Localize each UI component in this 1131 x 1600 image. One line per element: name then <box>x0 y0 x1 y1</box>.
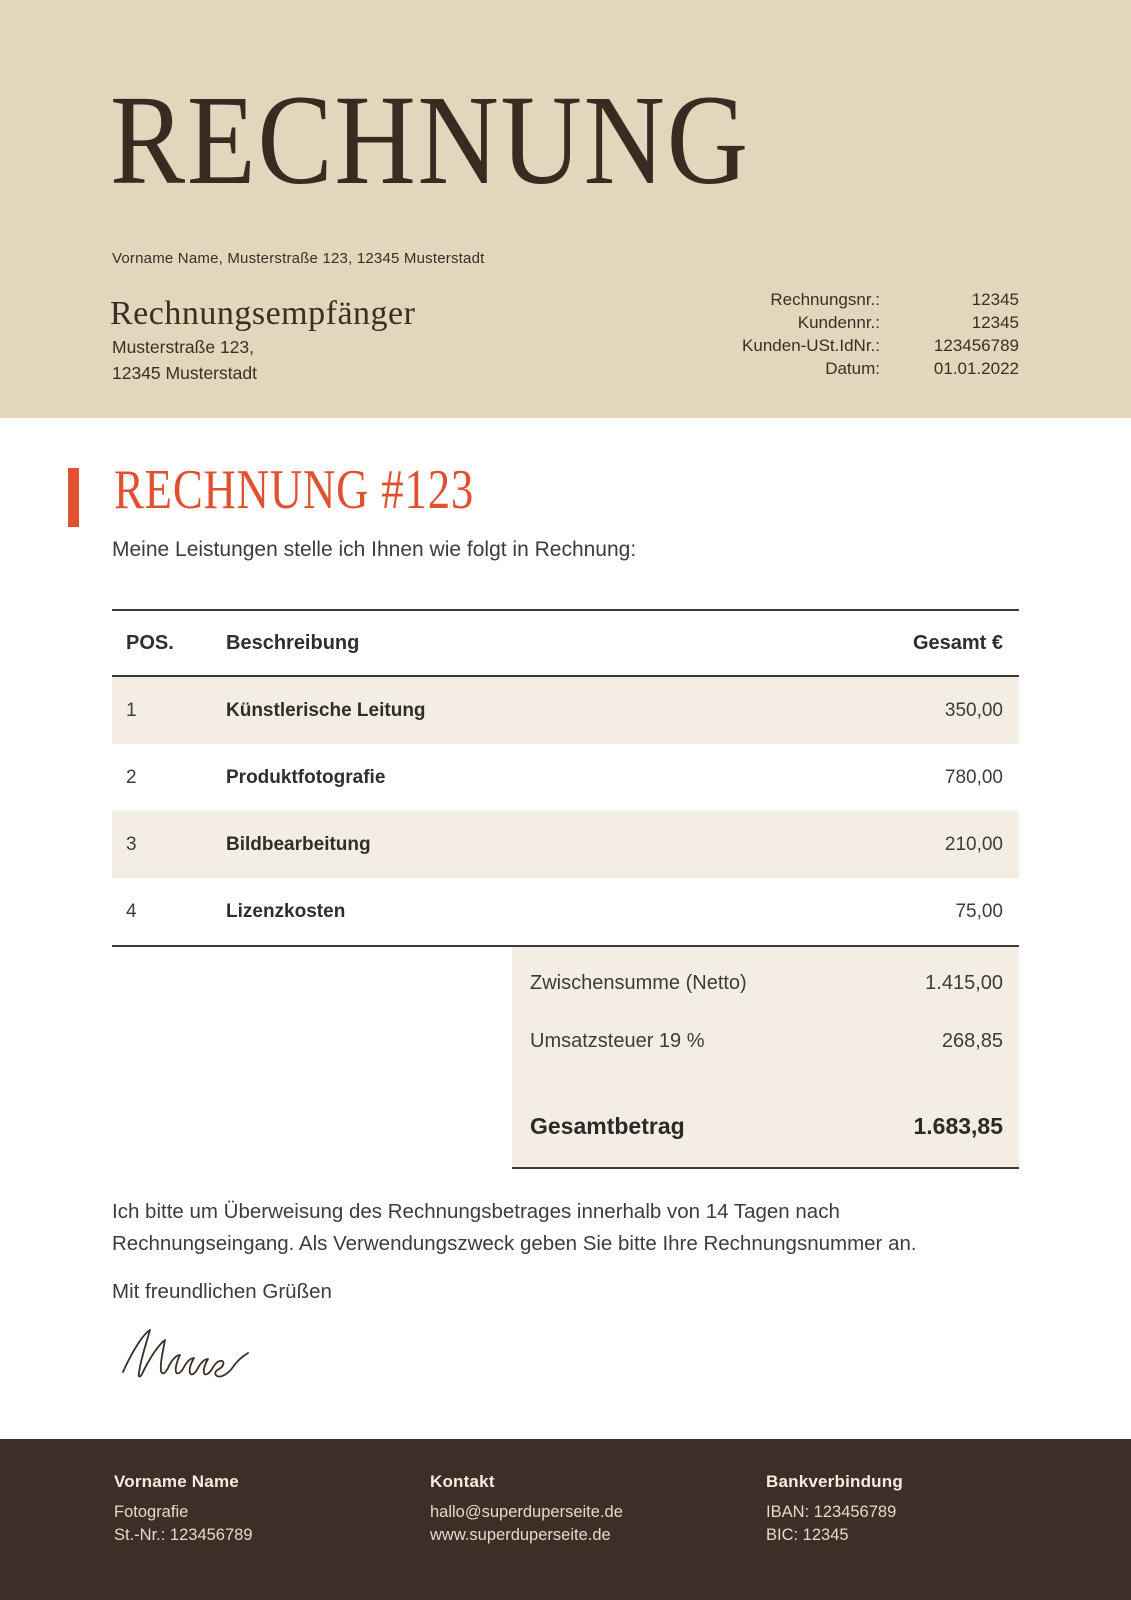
meta-row-vat-id <box>689 334 1019 357</box>
meta-value: 01.01.2022 <box>933 359 1019 378</box>
footer-email: hallo@superduperseite.de <box>430 1503 623 1521</box>
column-header-pos: POS. <box>126 631 174 654</box>
totals-summary <box>512 947 1019 1169</box>
footer-heading-contact: Kontakt <box>430 1472 495 1491</box>
table-row <box>112 744 1019 811</box>
meta-value: 12345 <box>971 290 1019 309</box>
item-total: 780,00 <box>944 766 1003 788</box>
meta-label: Datum: <box>825 359 880 378</box>
footer-bic: BIC: 12345 <box>766 1526 849 1544</box>
item-pos: 1 <box>126 699 137 721</box>
footer-website: www.superduperseite.de <box>430 1526 611 1544</box>
subtotal-value: 1.415,00 <box>925 972 1003 994</box>
item-total: 350,00 <box>944 699 1003 721</box>
footer <box>0 1439 1131 1600</box>
document-title: RECHNUNG <box>110 69 750 211</box>
meta-row-invoice-number <box>689 288 1019 311</box>
footer-column-bank <box>766 1472 903 1547</box>
footer-tax-number: St.-Nr.: 123456789 <box>114 1526 253 1544</box>
table-row <box>112 811 1019 878</box>
subtotal-label: Zwischensumme (Netto) <box>530 972 747 994</box>
recipient-address <box>112 334 257 386</box>
meta-value: 123456789 <box>933 336 1019 355</box>
footer-column-identity <box>114 1472 253 1547</box>
invoice-number-heading: RECHNUNG #123 <box>114 459 475 521</box>
column-header-total: Gesamt € <box>912 631 1003 654</box>
invoice-meta <box>689 288 1019 380</box>
item-total: 75,00 <box>955 900 1003 922</box>
item-pos: 4 <box>126 900 137 922</box>
footer-heading-bank: Bankverbindung <box>766 1472 903 1491</box>
accent-bar <box>68 468 79 527</box>
item-total: 210,00 <box>944 833 1003 855</box>
footer-profession: Fotografie <box>114 1503 189 1521</box>
intro-text: Meine Leistungen stelle ich Ihnen wie folgt in Rechnung: <box>112 538 637 561</box>
recipient-street: Musterstraße 123, <box>112 337 254 357</box>
meta-row-date <box>689 357 1019 380</box>
item-description: Lizenzkosten <box>226 900 346 922</box>
item-description: Bildbearbeitung <box>226 833 371 855</box>
meta-value: 12345 <box>971 313 1019 332</box>
footer-column-contact <box>430 1472 623 1547</box>
sender-address-line: Vorname Name, Musterstraße 123, 12345 Musterstadt <box>112 250 485 267</box>
recipient-city: 12345 Musterstadt <box>112 363 257 383</box>
subtotal-row <box>530 973 1003 993</box>
vat-row <box>530 1031 1003 1051</box>
column-header-description: Beschreibung <box>226 631 360 654</box>
recipient-heading: Rechnungsempfänger <box>110 295 416 332</box>
item-pos: 2 <box>126 766 137 788</box>
vat-label: Umsatzsteuer 19 % <box>530 1030 705 1052</box>
closing-text: Mit freundlichen Grüßen <box>112 1280 332 1303</box>
grand-total-value: 1.683,85 <box>913 1113 1003 1139</box>
item-description: Künstlerische Leitung <box>226 699 426 721</box>
signature-image <box>115 1318 270 1394</box>
footer-iban: IBAN: 123456789 <box>766 1503 897 1521</box>
payment-note: Ich bitte um Überweisung des Rechnungsbetrages innerhalb von 14 Tagen nach Rechnungseingang. Als Verwendungszweck geben Sie bitte Ihre Rechnungsnummer an. <box>112 1200 917 1255</box>
table-header-row <box>112 611 1019 675</box>
table-row <box>112 878 1019 945</box>
header-band <box>0 0 1131 418</box>
item-pos: 3 <box>126 833 137 855</box>
meta-row-customer-number <box>689 311 1019 334</box>
footer-heading-name: Vorname Name <box>114 1472 239 1491</box>
meta-label: Kundennr.: <box>797 313 880 332</box>
item-description: Produktfotografie <box>226 766 386 788</box>
table-row <box>112 677 1019 744</box>
grand-total-label: Gesamtbetrag <box>530 1113 685 1139</box>
items-table <box>112 609 1019 947</box>
grand-total-row <box>530 1115 1003 1138</box>
meta-label: Kunden-USt.IdNr.: <box>742 336 880 355</box>
meta-label: Rechnungsnr.: <box>770 290 880 309</box>
vat-value: 268,85 <box>941 1030 1003 1052</box>
